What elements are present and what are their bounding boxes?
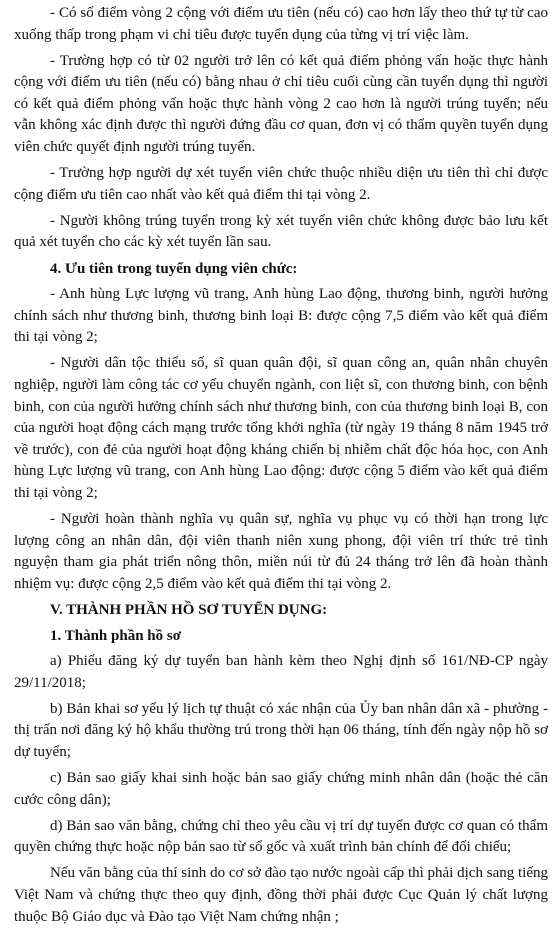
heading-priority: 4. Ưu tiên trong tuyển dụng viên chức: <box>50 260 298 277</box>
paragraph-tie-rule: - Trường hợp có từ 02 người trở lên có kết quả điểm phỏng vấn hoặc thực hành cộng với điểm ưu tiên (nếu có) bằng nhau ở chỉ tiêu cuối cùng cần tuyển dụng thì người có kết quả điểm phỏng vấn hoặc thực hành vòng 2 cao hơn là người trúng tuyển; nếu vẫn không xác định được thì người đứng đầu cơ quan, đơn vị có thẩm quyền tuyển dụng viên chức quyết định người trúng tuyển. <box>14 52 548 156</box>
heading-dossier-components: 1. Thành phần hồ sơ <box>50 627 182 644</box>
paragraph-priority-2-5: - Người hoàn thành nghĩa vụ quân sự, nghĩa vụ phục vụ có thời hạn trong lực lượng công an nhân dân, đội viên thanh niên xung phong, đội viên trí thức trẻ tình nguyện tham gia phát triển nông thôn, miền núi từ đủ 24 tháng trở lên đã hoàn thành nhiệm vụ: được cộng 2,5 điểm vào kết quả điểm thi tại vòng 2. <box>14 511 548 592</box>
paragraph-ranking-rule: - Có số điểm vòng 2 cộng với điểm ưu tiên (nếu có) cao hơn lấy theo thứ tự từ cao xuống thấp trong phạm vi chỉ tiêu được tuyển dụng của từng vị trí việc làm. <box>14 5 548 43</box>
paragraph-priority-7-5: - Anh hùng Lực lượng vũ trang, Anh hùng Lao động, thương binh, người hưởng chính sách như thương binh, thương binh loại B: được cộng 7,5 điểm vào kết quả điểm thi tại vòng 2; <box>14 286 548 346</box>
paragraph-item-d: d) Bản sao văn bằng, chứng chỉ theo yêu cầu vị trí dự tuyển được cơ quan có thẩm quyền chứng thực hoặc nộp bản sao từ sổ gốc và xuất trình bản chính để đối chiếu; <box>14 817 548 856</box>
paragraph-priority-5: - Người dân tộc thiểu số, sĩ quan quân đội, sĩ quan công an, quân nhân chuyên nghiệp, người làm công tác cơ yếu chuyển ngành, con liệt sĩ, con thương binh, con bệnh binh, con của người hưởng chính sách như thương binh, con của thương binh loại B, con của người hoạt động cách mạng trước tổng khởi nghĩa (từ ngày 19 tháng 8 năm 1945 trở về trước), con đẻ của người hoạt động kháng chiến bị nhiễm chất độc hóa học, con Anh hùng Lực lượng vũ trang, con Anh hùng Lao động: được cộng 5 điểm vào kết quả điểm thi tại vòng 2; <box>14 355 548 501</box>
heading-section-v: V. THÀNH PHẦN HỒ SƠ TUYỂN DỤNG: <box>50 601 328 618</box>
paragraph-no-reservation-rule: - Người không trúng tuyển trong kỳ xét tuyển viên chức không được bảo lưu kết quả xét tuyển cho các kỳ xét tuyển lần sau. <box>14 212 548 251</box>
paragraph-item-b: b) Bản khai sơ yếu lý lịch tự thuật có xác nhận của Ủy ban nhân dân xã - phường - thị trấn nơi đăng ký hộ khẩu thường trú trong thời hạn 06 tháng, tính đến ngày nộp hồ sơ dự tuyển; <box>14 700 548 760</box>
paragraph-item-c: c) Bản sao giấy khai sinh hoặc bản sao giấy chứng minh nhân dân (hoặc thẻ căn cước công dân); <box>14 770 548 808</box>
paragraph-multiple-priority-rule: - Trường hợp người dự xét tuyển viên chức thuộc nhiều diện ưu tiên thì chỉ được cộng điểm ưu tiên cao nhất vào kết quả điểm thi tại vòng 2. <box>14 165 548 203</box>
paragraph-item-a: a) Phiếu đăng ký dự tuyển ban hành kèm theo Nghị định số 161/NĐ-CP ngày 29/11/2018; <box>14 653 548 691</box>
paragraph-foreign-degree: Nếu văn bằng của thí sinh do cơ sở đào tạo nước ngoài cấp thì phải dịch sang tiếng Việt Nam và chứng thực theo quy định, đồng thời phải được Cục Quản lý chất lượng thuộc Bộ Giáo dục và Đào tạo Việt Nam chứng nhận ; <box>14 865 548 925</box>
